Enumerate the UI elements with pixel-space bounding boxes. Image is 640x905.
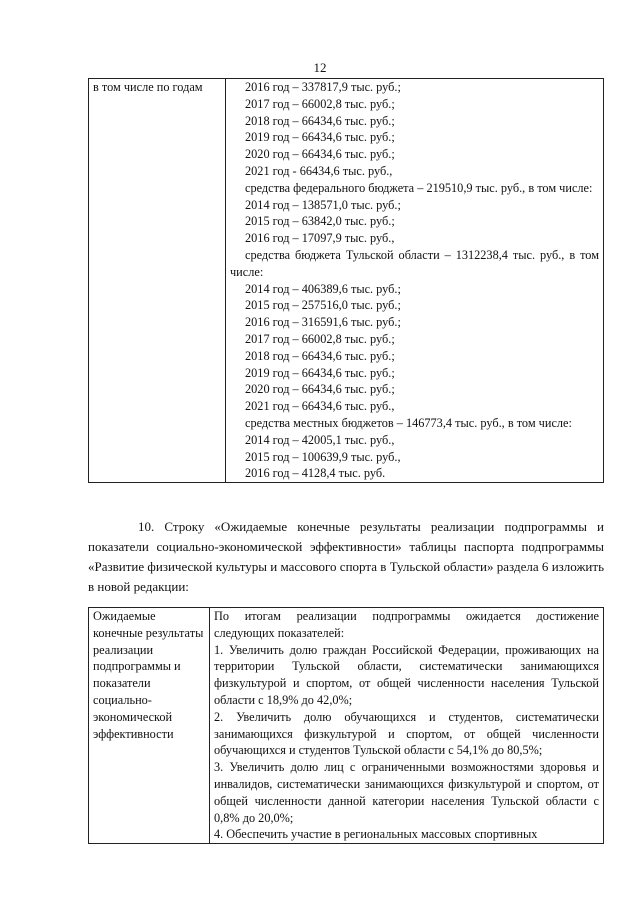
result-item: 2. Увеличить долю обучающихся и студентов, систематически занимающихся физкультурой и спортом, от общей численности обучающихся и студентов Тульской области с 54,1% до 80,5%;: [214, 709, 599, 758]
year-line: 2016 год – 4128,4 тыс. руб.: [245, 466, 386, 481]
result-item: 1. Увеличить долю граждан Российской Федерации, проживающих на территории Тульской области, систематически занимающихся физкультурой и спортом, от общей численности населения Тульской области с 18,9% до 42,0%;: [214, 642, 599, 707]
year-line: 2019 год – 66434,6 тыс. руб.;: [245, 130, 395, 145]
federal-budget-heading: средства федерального бюджета – 219510,9 тыс. руб., в том числе:: [245, 180, 593, 195]
results-label: Ожидаемые конечные результаты реализации подпрограммы и показатели социально-экономической эффективности: [89, 608, 210, 844]
year-line: 2015 год – 257516,0 тыс. руб.;: [245, 298, 401, 313]
result-item: 3. Увеличить долю лиц с ограниченными возможностями здоровья и инвалидов, систематически занимающихся физкультурой и спортом, от общей численности данной категории населения Тульской области с 0,8% до 20,0%;: [214, 760, 599, 825]
year-line: 2014 год – 138571,0 тыс. руб.;: [245, 197, 401, 212]
year-line: 2016 год – 316591,6 тыс. руб.;: [245, 315, 401, 330]
page-number: 12: [313, 60, 327, 75]
year-line: 2017 год – 66002,8 тыс. руб.;: [245, 331, 395, 346]
year-line: 2015 год – 63842,0 тыс. руб.;: [245, 214, 395, 229]
funding-table-row: [89, 79, 604, 483]
results-table-row: [89, 608, 604, 844]
regional-budget-heading: средства бюджета Тульской области – 1312238,4 тыс. руб., в том числе:: [230, 247, 599, 279]
local-budget-heading: средства местных бюджетов – 146773,4 тыс. руб., в том числе:: [245, 415, 572, 430]
funding-values: [226, 79, 604, 483]
result-item: 4. Обеспечить участие в региональных массовых спортивных: [214, 827, 538, 842]
year-line: 2016 год – 337817,9 тыс. руб.;: [245, 80, 401, 94]
funding-table: [88, 78, 604, 483]
year-line: 2018 год – 66434,6 тыс. руб.;: [245, 113, 395, 128]
results-table: [88, 607, 604, 844]
instruction-paragraph: 10. Строку «Ожидаемые конечные результаты реализации подпрограммы и показатели социально-экономической эффективности» таблицы паспорта подпрограммы «Развитие физической культуры и массового спорта в Тульской области» раздела 6 изложить в новой редакции:: [88, 519, 604, 594]
year-line: 2020 год – 66434,6 тыс. руб.;: [245, 382, 395, 397]
year-line: 2019 год – 66434,6 тыс. руб.;: [245, 365, 395, 380]
results-intro: По итогам реализации подпрограммы ожидается достижение следующих показателей:: [214, 609, 599, 640]
year-line: 2014 год – 406389,6 тыс. руб.;: [245, 281, 401, 296]
funding-label: в том числе по годам: [89, 79, 226, 483]
year-line: 2016 год – 17097,9 тыс. руб.,: [245, 231, 395, 246]
year-line: 2020 год – 66434,6 тыс. руб.;: [245, 147, 395, 162]
year-line: 2021 год - 66434,6 тыс. руб.,: [245, 163, 393, 178]
year-line: 2017 год – 66002,8 тыс. руб.;: [245, 96, 395, 111]
year-line: 2014 год – 42005,1 тыс. руб.,: [245, 432, 395, 447]
year-line: 2018 год – 66434,6 тыс. руб.;: [245, 348, 395, 363]
year-line: 2015 год – 100639,9 тыс. руб.,: [245, 449, 401, 464]
year-line: 2021 год – 66434,6 тыс. руб.,: [245, 399, 395, 414]
results-values: [210, 608, 604, 844]
